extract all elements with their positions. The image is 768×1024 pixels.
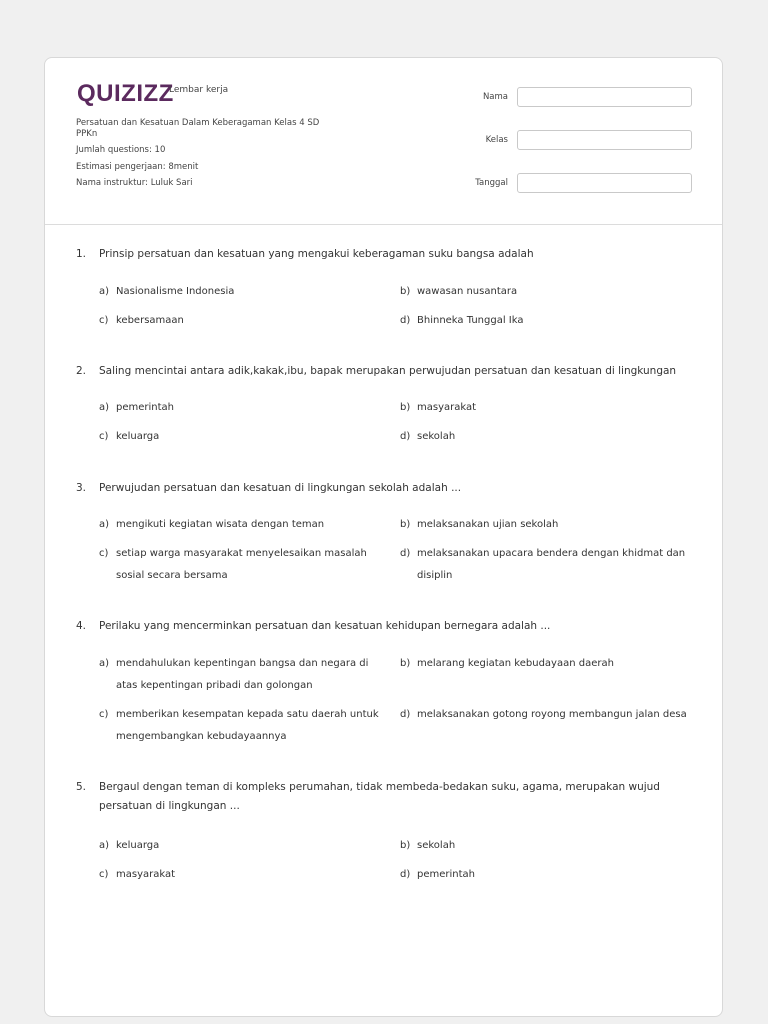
instructor-name: Nama instruktur: Luluk Sari — [76, 178, 193, 188]
worksheet-page — [44, 57, 723, 1017]
question-5-option-c[interactable] — [99, 864, 389, 886]
question-1-option-d[interactable] — [400, 310, 690, 332]
option-text: Nasionalisme Indonesia — [116, 286, 235, 297]
date-label: Tanggal — [475, 178, 508, 188]
worksheet-title: Persatuan dan Kesatuan Dalam Keberagaman Kelas 4 SD — [76, 118, 320, 128]
option-letter: c) — [99, 548, 109, 559]
estimated-duration: Estimasi pengerjaan: 8menit — [76, 161, 199, 172]
date-field[interactable] — [517, 173, 692, 193]
question-4-option-b[interactable] — [400, 653, 690, 675]
option-text: pemerintah — [116, 402, 175, 413]
class-label: Kelas — [485, 135, 508, 145]
option-text: kebersamaan — [116, 315, 184, 326]
option-text: keluarga — [116, 840, 160, 851]
question-number: 2. — [76, 365, 87, 377]
worksheet-meta — [76, 118, 319, 189]
option-text: melaksanakan upacara bendera dengan khidmat dan disiplin — [417, 548, 686, 581]
option-letter: d) — [400, 548, 411, 559]
question-number: 4. — [76, 620, 87, 632]
question-1-option-a[interactable] — [99, 281, 389, 303]
question-3-option-c[interactable] — [99, 543, 389, 587]
option-text: setiap warga masyarakat menyelesaikan masalah sosial secara bersama — [116, 548, 367, 581]
option-letter: d) — [400, 315, 411, 326]
option-text: pemerintah — [417, 869, 476, 880]
option-letter: b) — [400, 402, 411, 413]
question-4 — [76, 617, 696, 636]
option-letter: d) — [400, 709, 411, 720]
question-4-option-d[interactable] — [400, 704, 690, 726]
option-text: mendahulukan kepentingan bangsa dan negara di atas kepentingan pribadi dan golongan — [116, 658, 369, 691]
option-letter: d) — [400, 431, 411, 442]
question-2-option-b[interactable] — [400, 397, 690, 419]
question-4-option-c[interactable] — [99, 704, 389, 748]
sheet-type-label: Lembar kerja — [169, 85, 229, 95]
option-letter: c) — [99, 869, 109, 880]
question-5-option-d[interactable] — [400, 864, 690, 886]
question-5-option-b[interactable] — [400, 835, 690, 857]
question-count: Jumlah questions: 10 — [76, 145, 166, 155]
question-5 — [76, 778, 696, 816]
quizizz-logo: QUIZIZZ — [77, 80, 174, 107]
option-letter: b) — [400, 519, 411, 530]
option-letter: c) — [99, 709, 109, 720]
question-number: 3. — [76, 482, 87, 494]
option-text: keluarga — [116, 431, 160, 442]
class-field[interactable] — [517, 130, 692, 150]
option-letter: a) — [99, 402, 110, 413]
option-text: memberikan kesempatan kepada satu daerah untuk mengembangkan kebudayaannya — [116, 709, 379, 742]
option-letter: c) — [99, 315, 109, 326]
question-number: 1. — [76, 248, 87, 260]
option-letter: a) — [99, 286, 110, 297]
question-text: Saling mencintai antara adik,kakak,ibu, bapak merupakan perwujudan persatuan dan kesatuan di lingkungan — [99, 365, 677, 377]
option-letter: d) — [400, 869, 411, 880]
question-1 — [76, 245, 696, 264]
option-text: Bhinneka Tunggal Ika — [417, 315, 524, 326]
option-letter: c) — [99, 431, 109, 442]
question-4-option-a[interactable] — [99, 653, 389, 697]
question-1-option-b[interactable] — [400, 281, 690, 303]
question-2-option-d[interactable] — [400, 426, 690, 448]
question-text: Perwujudan persatuan dan kesatuan di lingkungan sekolah adalah ... — [99, 482, 462, 494]
option-text: wawasan nusantara — [417, 286, 518, 297]
option-letter: b) — [400, 286, 411, 297]
option-text: melaksanakan gotong royong membangun jalan desa — [417, 709, 687, 720]
question-5-option-a[interactable] — [99, 835, 389, 857]
option-letter: a) — [99, 519, 110, 530]
question-text: Prinsip persatuan dan kesatuan yang mengakui keberagaman suku bangsa adalah — [99, 248, 534, 260]
option-text: melarang kegiatan kebudayaan daerah — [417, 658, 614, 669]
question-2 — [76, 362, 696, 381]
option-letter: a) — [99, 658, 110, 669]
question-number: 5. — [76, 781, 87, 793]
option-text: sekolah — [417, 840, 456, 851]
question-text: Perilaku yang mencerminkan persatuan dan kesatuan kehidupan bernegara adalah ... — [99, 620, 551, 632]
option-text: masyarakat — [116, 869, 176, 880]
name-label: Nama — [482, 92, 508, 102]
option-letter: a) — [99, 840, 110, 851]
question-3-option-b[interactable] — [400, 514, 690, 536]
worksheet-header — [45, 58, 722, 225]
question-1-option-c[interactable] — [99, 310, 389, 332]
option-letter: b) — [400, 840, 411, 851]
question-3-option-a[interactable] — [99, 514, 389, 536]
name-field[interactable] — [517, 87, 692, 107]
option-text: masyarakat — [417, 402, 477, 413]
question-3-option-d[interactable] — [400, 543, 690, 587]
question-2-option-c[interactable] — [99, 426, 389, 448]
option-text: sekolah — [417, 431, 456, 442]
question-3 — [76, 479, 696, 498]
question-text: Bergaul dengan teman di kompleks perumahan, tidak membeda-bedakan suku, agama, merupakan wujud persatuan di lingkungan ... — [99, 781, 660, 812]
option-text: mengikuti kegiatan wisata dengan teman — [116, 519, 325, 530]
worksheet-subject: PPKn — [76, 128, 98, 139]
option-letter: b) — [400, 658, 411, 669]
option-text: melaksanakan ujian sekolah — [417, 519, 559, 530]
question-2-option-a[interactable] — [99, 397, 389, 419]
